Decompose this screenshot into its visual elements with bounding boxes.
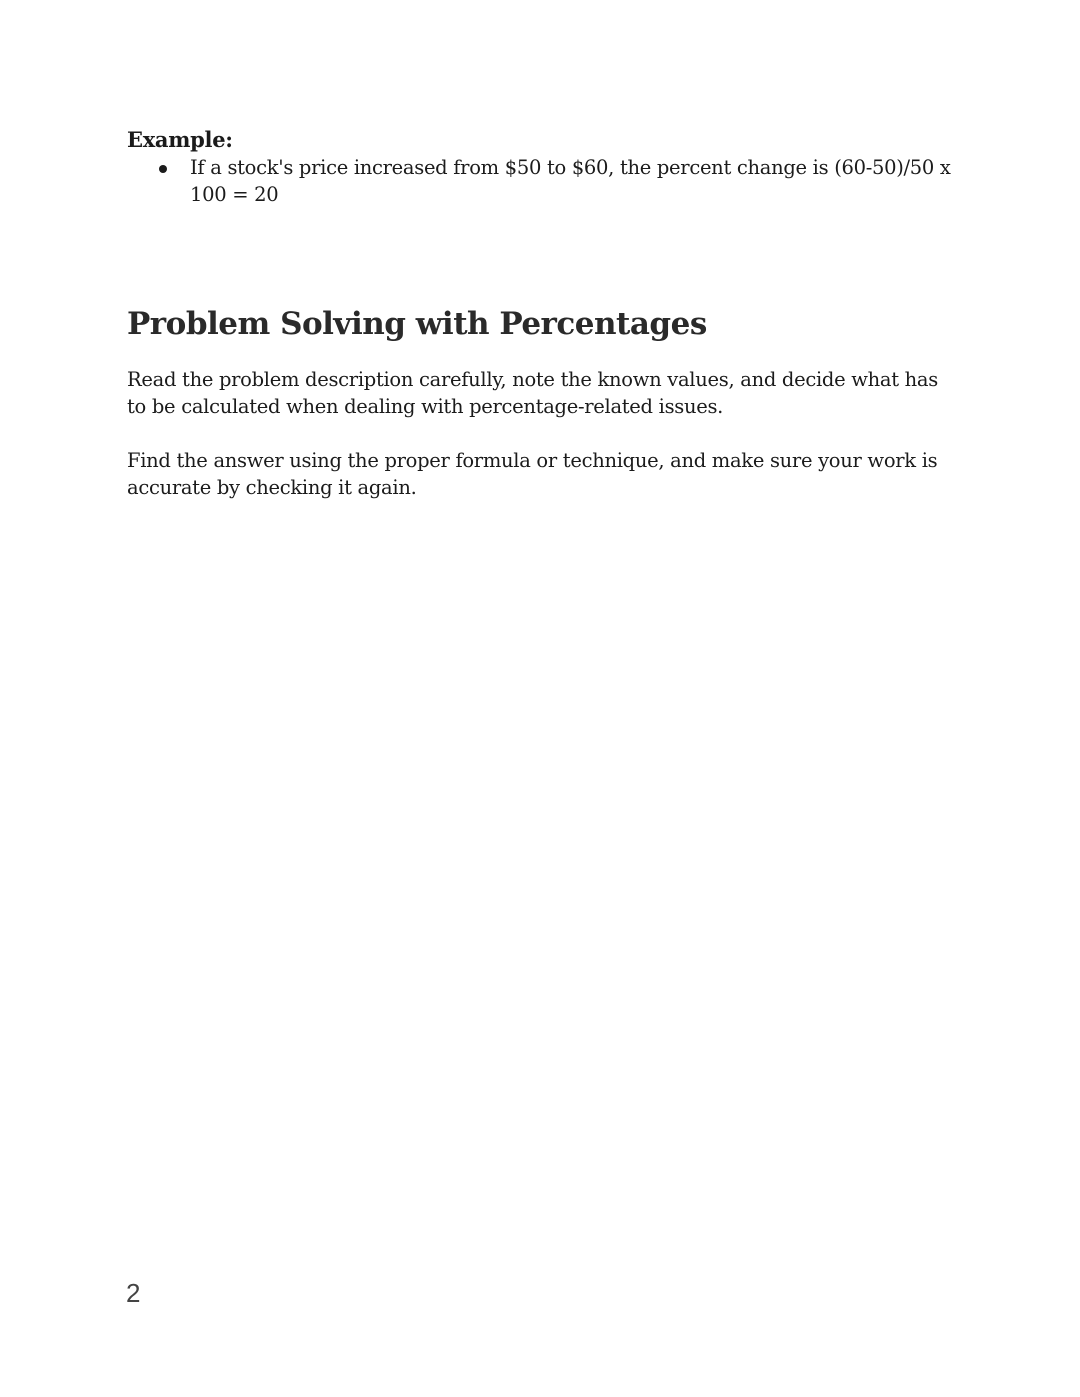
list-item bbox=[127, 154, 957, 208]
paragraph: Find the answer using the proper formula or technique, and make sure your work is accurate by checking it again. bbox=[127, 449, 938, 499]
bullet-icon bbox=[159, 165, 167, 173]
paragraph: Read the problem description carefully, note the known values, and decide what has to be calculated when dealing with percentage-related issues. bbox=[127, 368, 938, 418]
list-item-text: If a stock's price increased from $50 to $60, the percent change is (60-50)/50 x 100 = 20 bbox=[190, 156, 951, 206]
page-number: 2 bbox=[126, 1278, 141, 1308]
example-bullet-list bbox=[127, 154, 957, 208]
example-label: Example: bbox=[127, 127, 233, 152]
section-heading: Problem Solving with Percentages bbox=[127, 306, 707, 342]
